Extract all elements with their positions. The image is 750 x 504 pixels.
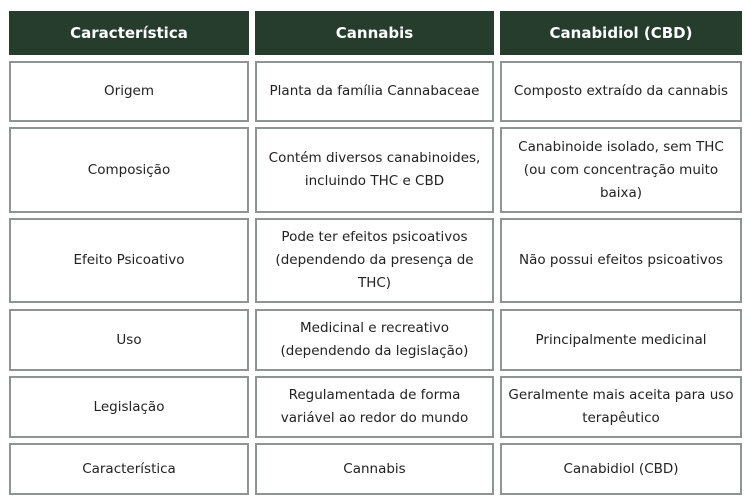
- table-cell: Efeito Psicoativo: [9, 218, 249, 303]
- table-cell: Contém diversos canabinoides, incluindo THC e CBD: [255, 127, 494, 213]
- table-cell: Legislação: [9, 376, 249, 438]
- table-cell: Canabinoide isolado, sem THC (ou com concentração muito baixa): [500, 127, 742, 213]
- header-cell: Canabidiol (CBD): [500, 11, 742, 55]
- table-cell: Canabidiol (CBD): [500, 443, 742, 495]
- table-cell: Principalmente medicinal: [500, 309, 742, 371]
- table-cell: Não possui efeitos psicoativos: [500, 218, 742, 303]
- table-cell: Planta da família Cannabaceae: [255, 61, 494, 122]
- table-cell: Característica: [9, 443, 249, 495]
- table-cell: Regulamentada de forma variável ao redor do mundo: [255, 376, 494, 438]
- table-cell: Pode ter efeitos psicoativos (dependendo da presença de THC): [255, 218, 494, 303]
- table-cell: Cannabis: [255, 443, 494, 495]
- table-cell: Composto extraído da cannabis: [500, 61, 742, 122]
- table-cell: Geralmente mais aceita para uso terapêutico: [500, 376, 742, 438]
- table-cell: Uso: [9, 309, 249, 371]
- header-cell: Característica: [9, 11, 249, 55]
- header-cell: Cannabis: [255, 11, 494, 55]
- table-cell: Medicinal e recreativo (dependendo da legislação): [255, 309, 494, 371]
- table-cell: Origem: [9, 61, 249, 122]
- table-cell: Composição: [9, 127, 249, 213]
